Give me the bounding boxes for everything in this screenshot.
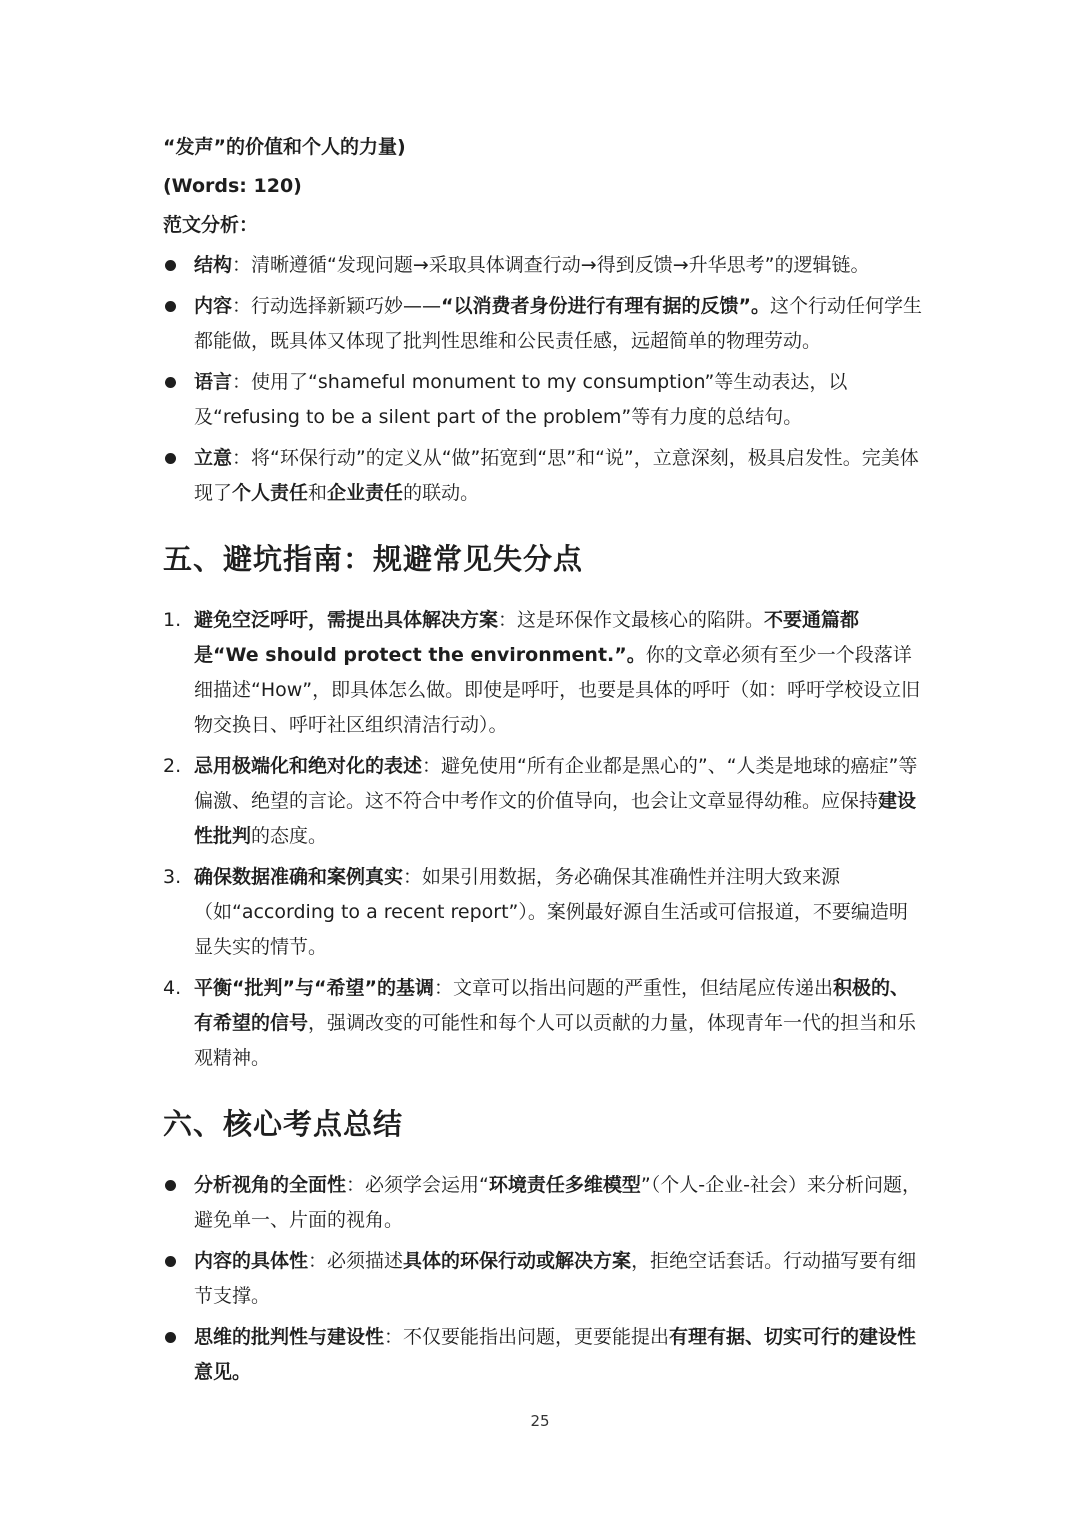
list-item: 内容的具体性：必须描述具体的环保行动或解决方案，拒绝空话套话。行动描写要有细节支撑。 <box>163 1244 923 1314</box>
item-text: 必须学会运用“ <box>365 1174 489 1196</box>
list-item: 语言：使用了“shameful monument to my consumption”等生动表达，以及“refusing to be a silent part of the problem”等有力度的总结句。 <box>163 365 923 435</box>
item-text: 的联动。 <box>403 482 480 504</box>
item-number: 2. <box>163 755 182 777</box>
item-label: 结构 <box>194 254 233 276</box>
item-number: 1. <box>163 609 182 631</box>
analysis-list <box>163 248 923 511</box>
list-item: 内容：行动选择新颖巧妙——“以消费者身份进行有理有据的反馈”。这个行动任何学生都能做，既具体又体现了批判性思维和公民责任感，远超简单的物理劳动。 <box>163 289 923 359</box>
analysis-title: 范文分析： <box>163 214 259 236</box>
item-text: 的态度。 <box>251 825 328 847</box>
item-label: 内容的具体性 <box>194 1250 309 1272</box>
list-item: 2. 忌用极端化和绝对化的表述：避免使用“所有企业都是黑心的”、“人类是地球的癌症”等偏激、绝望的言论。这不符合中考作文的价值导向，也会让文章显得幼稚。应保持建设性批判的态度。 <box>163 749 923 854</box>
item-text: 使用了“shameful monument to my consumption”等生动表达，以及“refusing to be a silent part of the problem”等有力度的总结句。 <box>194 371 848 428</box>
item-label: 避免空泛呼吁，需提出具体解决方案 <box>194 609 499 631</box>
item-label: 内容 <box>194 295 233 317</box>
item-text: ，拒绝空话套话。行动描写要有细节支撑。 <box>194 1250 917 1307</box>
item-text: 行动选择新颖巧妙—— <box>251 295 442 317</box>
item-text: ，强调改变的可能性和每个人可以贡献的力量，体现青年一代的担当和乐观精神。 <box>194 1012 917 1069</box>
item-text: 文章可以指出问题的严重性，但结尾应传递出 <box>452 977 833 999</box>
item-emphasis: 建设性批判 <box>194 790 917 847</box>
item-text: 如果引用数据，务必确保其准确性并注明大致来源（如“according to a recent report”）。案例最好源自生活或可信报道，不要编造明显失实的情节。 <box>194 866 908 958</box>
title-line: “发声”的价值和个人的力量) <box>163 136 406 158</box>
section-heading-6: 六、核心考点总结 <box>163 1107 404 1141</box>
item-label: 确保数据准确和案例真实 <box>194 866 404 888</box>
item-emphasis: 企业责任 <box>327 482 404 504</box>
item-text: 避免使用“所有企业都是黑心的”、“人类是地球的癌症”等偏激、绝望的言论。这不符合中考作文的价值导向，也会让文章显得幼稚。应保持 <box>194 755 918 812</box>
page-number: 25 <box>530 1412 550 1430</box>
pitfalls-list <box>163 603 923 1076</box>
item-number: 4. <box>163 977 182 999</box>
list-item: 立意：将“环保行动”的定义从“做”拓宽到“思”和“说”，立意深刻，极具启发性。完美体现了个人责任和企业责任的联动。 <box>163 441 923 511</box>
item-label: 思维的批判性与建设性 <box>194 1326 385 1348</box>
list-item: 思维的批判性与建设性：不仅要能指出问题，更要能提出有理有据、切实可行的建设性意见。 <box>163 1320 923 1390</box>
item-label: 立意 <box>194 447 233 469</box>
item-emphasis: 具体的环保行动或解决方案 <box>403 1250 632 1272</box>
bullet-icon <box>165 1180 176 1191</box>
words-count: (Words: 120) <box>163 175 302 197</box>
list-item: 3. 确保数据准确和案例真实：如果引用数据，务必确保其准确性并注明大致来源（如“according to a recent report”）。案例最好源自生活或可信报道，不要编造明显失实的情节。 <box>163 860 923 965</box>
summary-list <box>163 1168 923 1390</box>
item-label: 平衡“批判”与“希望”的基调 <box>194 977 434 999</box>
list-item: 1. 避免空泛呼吁，需提出具体解决方案：这是环保作文最核心的陷阱。不要通篇都是“We should protect the environment.”。你的文章必须有至少一个段落详细描述“How”，即具体怎么做。即使是呼吁，也要是具体的呼吁（如：呼吁学校设立旧物交换日、呼吁社区组织清洁行动）。 <box>163 603 923 743</box>
item-emphasis: 积极的、有希望的信号 <box>194 977 909 1034</box>
item-number: 3. <box>163 866 182 888</box>
item-text: 和 <box>308 482 328 504</box>
item-label: 分析视角的全面性 <box>194 1174 347 1196</box>
item-label: 忌用极端化和绝对化的表述 <box>194 755 423 777</box>
item-emphasis: 不要通篇都是“We should protect the environment.”。 <box>194 609 860 666</box>
item-text: 不仅要能指出问题，更要能提出 <box>403 1326 670 1348</box>
item-text: 清晰遵循“发现问题→采取具体调查行动→得到反馈→升华思考”的逻辑链。 <box>251 254 870 276</box>
item-label: 语言 <box>194 371 233 393</box>
bullet-icon <box>165 260 176 271</box>
item-text: ”（个人-企业-社会）来分析问题，避免单一、片面的视角。 <box>194 1174 921 1231</box>
bullet-icon <box>165 377 176 388</box>
bullet-icon <box>165 453 176 464</box>
item-emphasis: “以消费者身份进行有理有据的反馈”。 <box>441 295 771 317</box>
list-item: 结构：清晰遵循“发现问题→采取具体调查行动→得到反馈→升华思考”的逻辑链。 <box>163 248 923 283</box>
section-heading-5: 五、避坑指南：规避常见失分点 <box>163 542 584 576</box>
item-emphasis: 个人责任 <box>232 482 309 504</box>
item-emphasis: 环境责任多维模型 <box>488 1174 641 1196</box>
item-text: 这是环保作文最核心的陷阱。 <box>517 609 765 631</box>
item-text: 必须描述 <box>327 1250 404 1272</box>
bullet-icon <box>165 1256 176 1267</box>
document-page <box>163 132 923 1396</box>
list-item: 分析视角的全面性：必须学会运用“环境责任多维模型”（个人-企业-社会）来分析问题，避免单一、片面的视角。 <box>163 1168 923 1238</box>
item-text: 你的文章必须有至少一个段落详细描述“How”，即具体怎么做。即使是呼吁，也要是具体的呼吁（如：呼吁学校设立旧物交换日、呼吁社区组织清洁行动）。 <box>194 644 921 736</box>
bullet-icon <box>165 1332 176 1343</box>
item-emphasis: 有理有据、切实可行的建设性意见。 <box>194 1326 917 1383</box>
item-text: 将“环保行动”的定义从“做”拓宽到“思”和“说”，立意深刻，极具启发性。完美体现了 <box>194 447 919 504</box>
item-text: 这个行动任何学生都能做，既具体又体现了批判性思维和公民责任感，远超简单的物理劳动。 <box>194 295 923 352</box>
bullet-icon <box>165 301 176 312</box>
list-item: 4. 平衡“批判”与“希望”的基调：文章可以指出问题的严重性，但结尾应传递出积极的、有希望的信号，强调改变的可能性和每个人可以贡献的力量，体现青年一代的担当和乐观精神。 <box>163 971 923 1076</box>
